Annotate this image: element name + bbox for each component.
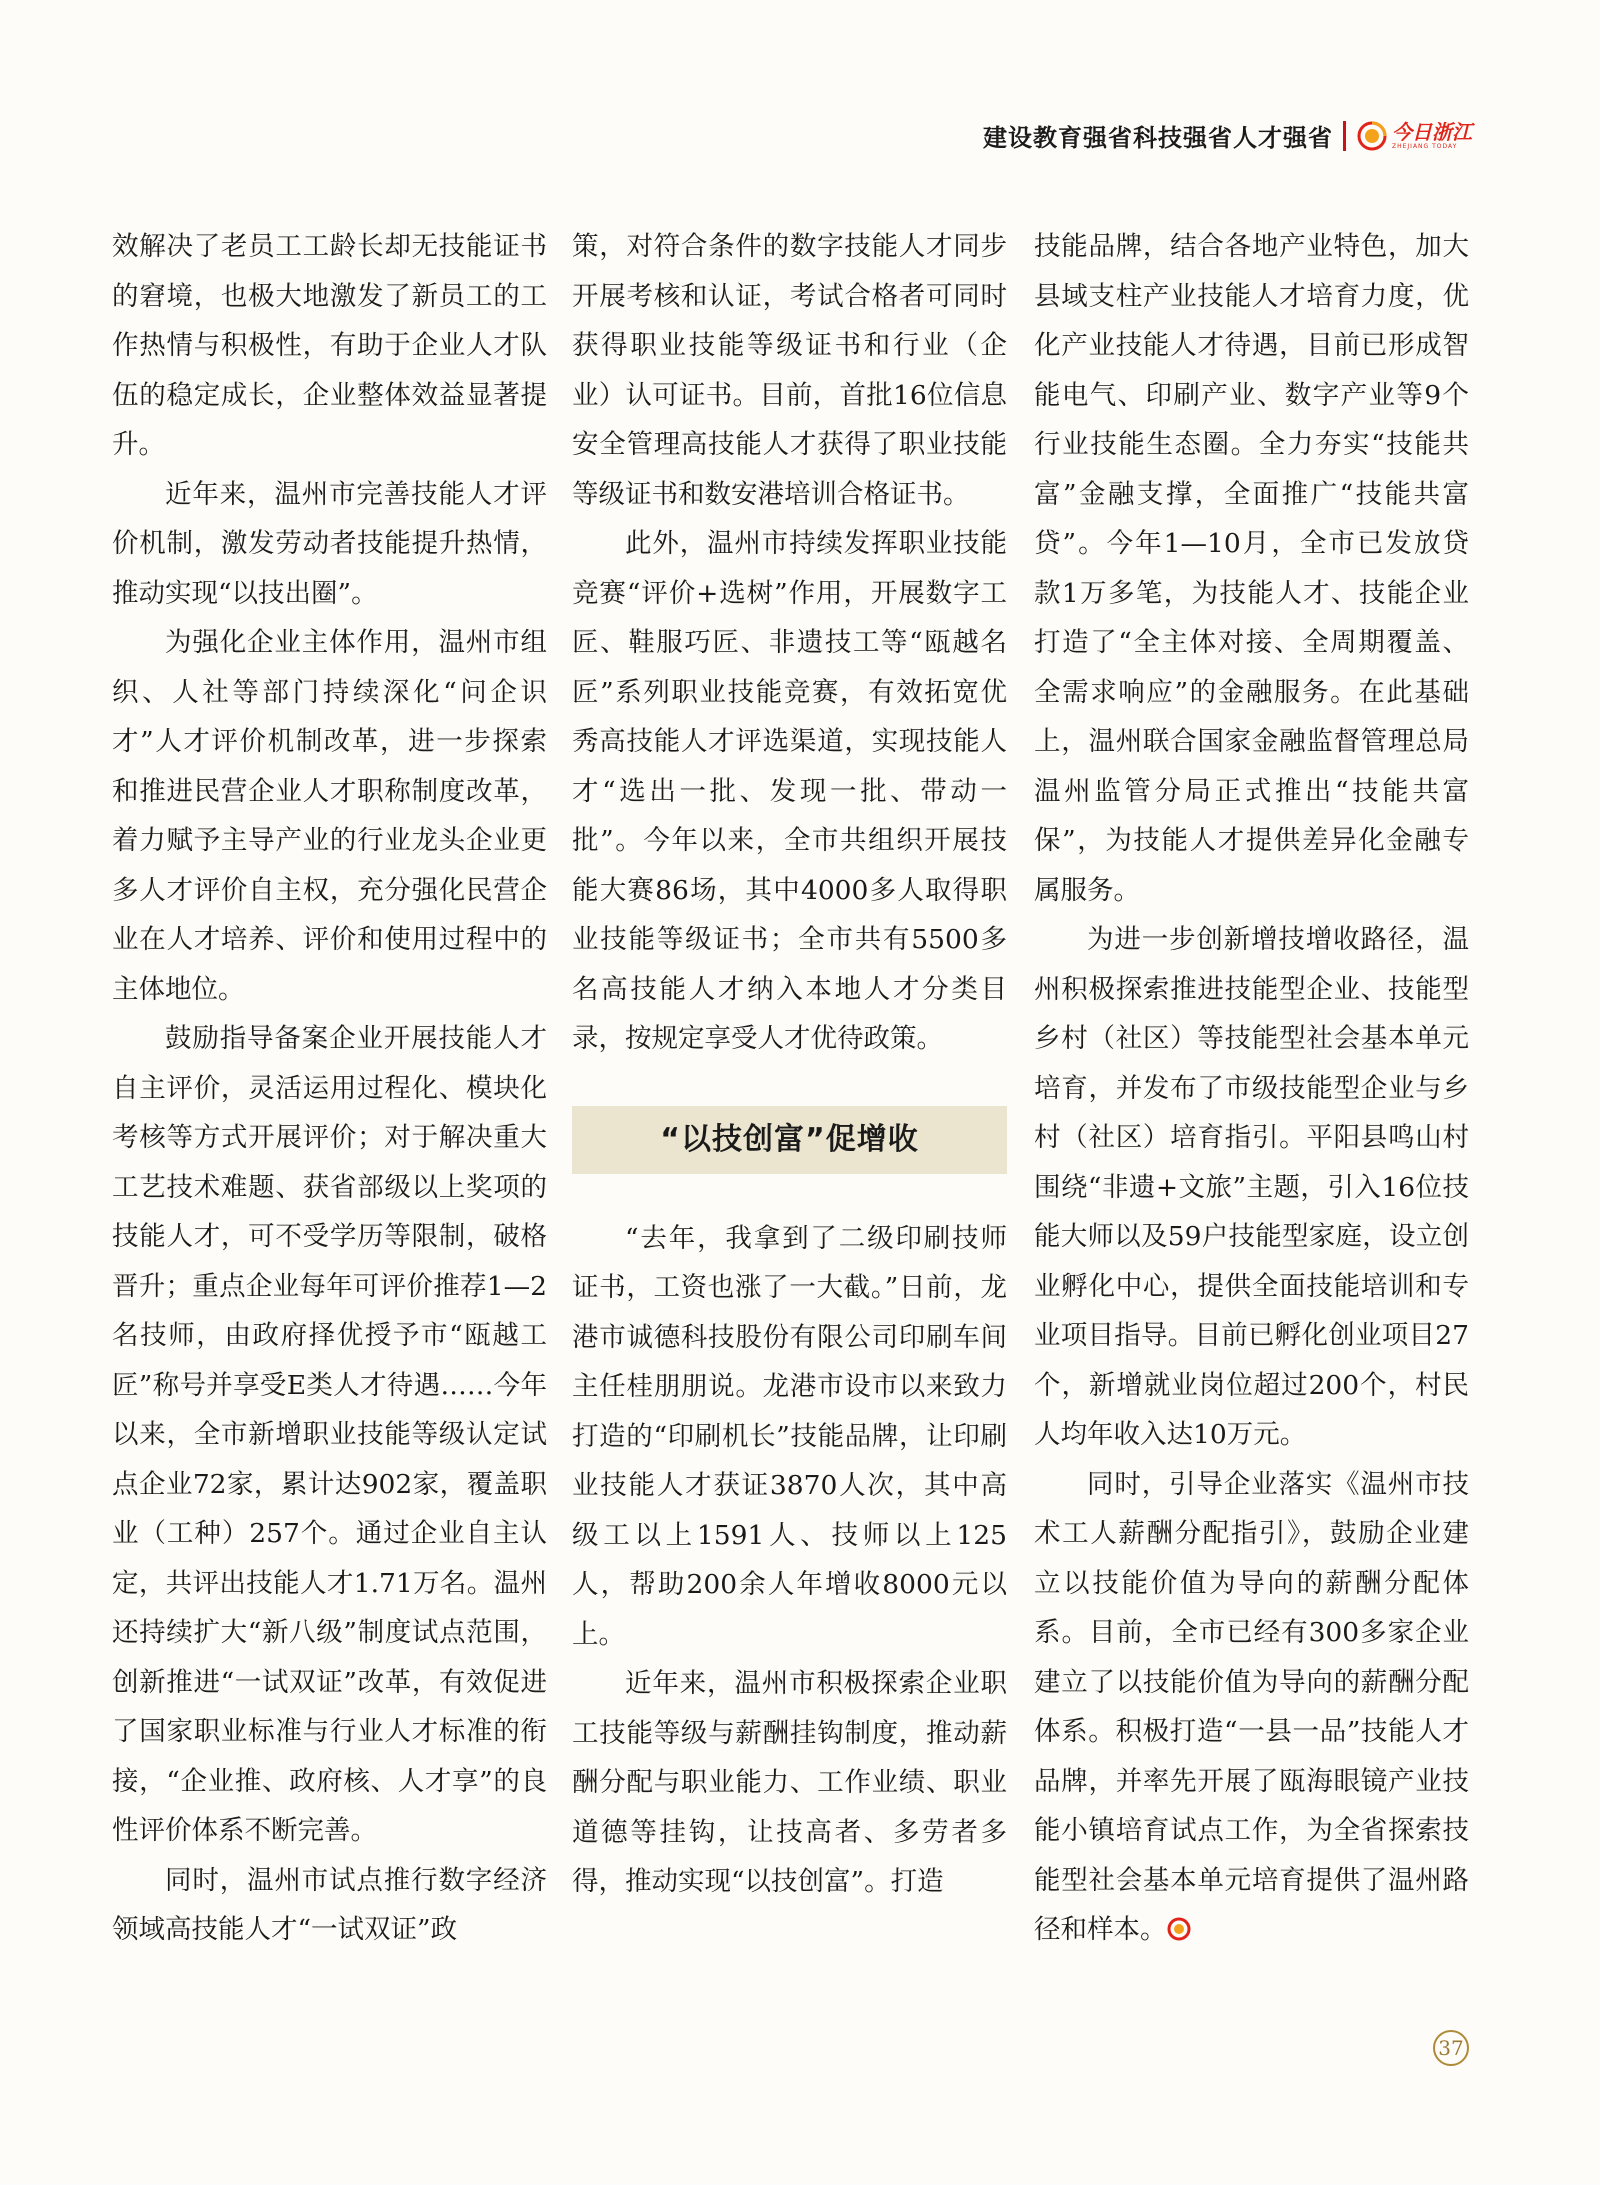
paragraph: 策，对符合条件的数字技能人才同步开展考核和认证，考试合格者可同时获得职业技能等级证书和行业（企业）认可证书。目前，首批16位信息安全管理高技能人才获得了职业技能等级证书和数安港培训合格证书。 <box>572 231 1007 510</box>
article-end-icon <box>1167 1917 1191 1941</box>
paragraph: “去年，我拿到了二级印刷技师证书，工资也涨了一大截。”日前，龙港市诚德科技股份有限公司印刷车间主任桂朋朋说。龙港市设市以来致力打造的“印刷机长”技能品牌，让印刷业技能人才获证3870人次，其中高级工以上1591人、技师以上125人，帮助200余人年增收8000元以上。 <box>572 1222 1007 1650</box>
paragraph: 近年来，温州市积极探索企业职工技能等级与薪酬挂钩制度，推动薪酬分配与职业能力、工作业绩、职业道德等挂钩，让技高者、多劳者多得，推动实现“以技创富”。打造 <box>572 1668 1007 1897</box>
paragraph: 同时，温州市试点推行数字经济领域高技能人才“一试双证”政 <box>112 1864 547 1945</box>
header-divider <box>1343 121 1346 151</box>
column-1 <box>112 222 547 1955</box>
paragraph: 为进一步创新增技增收路径，温州积极探索推进技能型企业、技能型乡村（社区）等技能型社会基本单元培育，并发布了市级技能型企业与乡村（社区）培育指引。平阳县鸣山村围绕“非遗+文旅”主题，引入16位技能大师以及59户技能型家庭，设立创业孵化中心，提供全面技能培训和专业项目指导。目前已孵化创业项目27个，新增就业岗位超过200个，村民人均年收入达10万元。 <box>1034 924 1469 1450</box>
paragraph: 鼓励指导备案企业开展技能人才自主评价，灵活运用过程化、模块化考核等方式开展评价；对于解决重大工艺技术难题、获省部级以上奖项的技能人才，可不受学历等限制，破格晋升；重点企业每年可评价推荐1—2名技师，由政府择优授予市“瓯越工匠”称号并享受E类人才待遇……今年以来，全市新增职业技能等级认定试点企业72家，累计达902家，覆盖职业（工种）257个。通过企业自主认定，共评出技能人才1.71万名。温州还持续扩大“新八级”制度试点范围，创新推进“一试双证”改革，有效促进了国家职业标准与行业人才标准的衔接，“企业推、政府核、人才享”的良性评价体系不断完善。 <box>112 1023 547 1846</box>
paragraph-last <box>1034 1460 1469 1955</box>
paragraph: 此外，温州市持续发挥职业技能竞赛“评价+选树”作用，开展数字工匠、鞋服巧匠、非遗技工等“瓯越名匠”系列职业技能竞赛，有效拓宽优秀高技能人才评选渠道，实现技能人才“选出一批、发现一批、带动一批”。今年以来，全市共组织开展技能大赛86场，其中4000多人取得职业技能等级证书；全市共有5500多名高技能人才纳入本地人才分类目录，按规定享受人才优待政策。 <box>572 528 1007 1054</box>
sun-logo-icon <box>1356 120 1388 152</box>
section-subheading: “以技创富”促增收 <box>572 1106 1007 1174</box>
page-number: 37 <box>1433 2030 1469 2066</box>
magazine-logo <box>1356 120 1472 152</box>
paragraph: 技能品牌，结合各地产业特色，加大县域支柱产业技能人才培育力度，优化产业技能人才待遇，目前已形成智能电气、印刷产业、数字产业等9个行业技能生态圈。全力夯实“技能共富”金融支撑，全面推广“技能共富贷”。今年1—10月，全市已发放贷款1万多笔，为技能人才、技能企业打造了“全主体对接、全周期覆盖、全需求响应”的金融服务。在此基础上，温州联合国家金融监督管理总局温州监管分局正式推出“技能共富保”，为技能人才提供差异化金融专属服务。 <box>1034 231 1469 906</box>
page-header <box>983 118 1472 153</box>
paragraph: 近年来，温州市完善技能人才评价机制，激发劳动者技能提升热情，推动实现“以技出圈”。 <box>112 478 547 609</box>
column-3 <box>1034 222 1469 1955</box>
column-2 <box>572 222 1007 1907</box>
logo-subtext: ZHEJIANG TODAY <box>1392 142 1458 150</box>
header-title: 建设教育强省科技强省人才强省 <box>983 124 1333 152</box>
paragraph-text: 同时，引导企业落实《温州市技术工人薪酬分配指引》，鼓励企业建立以技能价值为导向的薪酬分配体系。目前，全市已经有300多家企业建立了以技能价值为导向的薪酬分配体系。积极打造“一县一品”技能人才品牌，并率先开展了瓯海眼镜产业技能小镇培育试点工作，为全省探索技能型社会基本单元培育提供了温州路径和样本。 <box>1034 1468 1469 1945</box>
paragraph: 为强化企业主体作用，温州市组织、人社等部门持续深化“问企识才”人才评价机制改革，进一步探索和推进民营企业人才职称制度改革，着力赋予主导产业的行业龙头企业更多人才评价自主权，充分强化民营企业在人才培养、评价和使用过程中的主体地位。 <box>112 627 547 1005</box>
paragraph: 效解决了老员工工龄长却无技能证书的窘境，也极大地激发了新员工的工作热情与积极性，有助于企业人才队伍的稳定成长，企业整体效益显著提升。 <box>112 231 547 460</box>
logo-text: 今日浙江 <box>1392 119 1472 144</box>
